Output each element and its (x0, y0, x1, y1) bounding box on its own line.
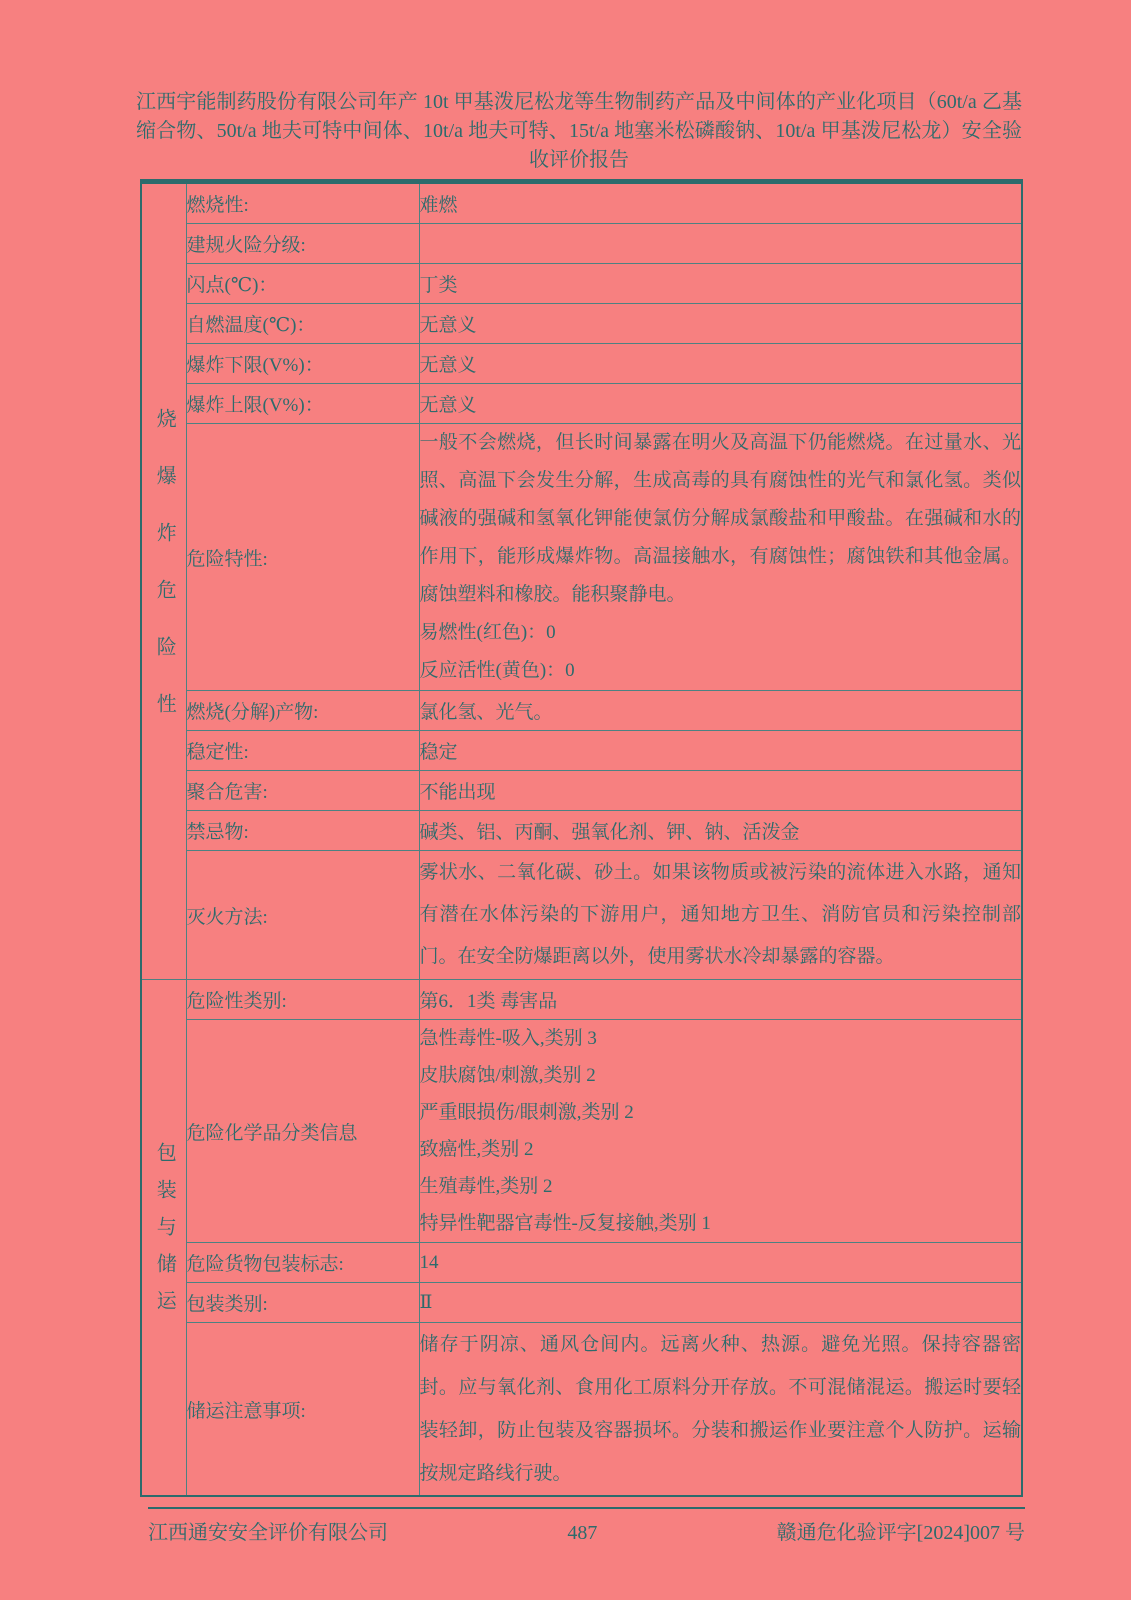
row-value: 丁类 (419, 264, 1022, 304)
section-vertical-text: 包装与储运 (153, 1142, 176, 1327)
row-label: 灭火方法: (186, 851, 419, 980)
storage-transport-notes-text: 储存于阴凉、通风仓间内。远离火种、热源。避免光照。保持容器密封。应与氧化剂、食用化工原料分开存放。不可混储混运。搬运时要轻装轻卸，防止包装及容器损坏。分装和搬运作业要注意个人防护。运输按规定路线行驶。 (419, 1334, 1021, 1484)
table-row (141, 1243, 1022, 1283)
value-line: 生殖毒性,类别 2 (419, 1176, 553, 1197)
value-line: 反应活性(黄色)：0 (419, 660, 575, 681)
table-row (141, 224, 1022, 264)
section-vertical-text: 烧爆炸危险性 (153, 407, 176, 750)
row-value (419, 424, 1022, 691)
row-value: 不能出现 (419, 771, 1022, 811)
value-line: 急性毒性-吸入,类别 3 (419, 1028, 597, 1049)
hazard-properties-table (140, 179, 1023, 1497)
row-label: 聚合危害: (186, 771, 419, 811)
value-line: 特异性靶器官毒性-反复接触,类别 1 (419, 1213, 711, 1234)
document-title: 江西宇能制药股份有限公司年产 10t 甲基泼尼松龙等生物制药产品及中间体的产业化项目（60t/a 乙基缩合物、50t/a 地夫可特中间体、10t/a 地夫可特、15t/a 地塞米松磷酸钠、10t/a 甲基泼尼松龙）安全验收评价报告 (136, 91, 1022, 171)
row-value (419, 1020, 1022, 1243)
row-value (419, 1323, 1022, 1497)
page-footer (148, 1507, 1025, 1545)
footer-page-number: 487 (567, 1522, 598, 1544)
table-row (141, 264, 1022, 304)
fire-fighting-method-text: 雾状水、二氧化碳、砂土。如果该物质或被污染的流体进入水路，通知有潜在水体污染的下游用户，通知地方卫生、消防官员和污染控制部门。在安全防爆距离以外，使用雾状水冷却暴露的容器。 (419, 862, 1021, 967)
table-row (141, 344, 1022, 384)
row-label: 禁忌物: (186, 811, 419, 851)
row-value: 氯化氢、光气。 (419, 691, 1022, 731)
row-value: 14 (419, 1243, 1022, 1283)
row-label: 包装类别: (186, 1283, 419, 1323)
section-label-combustion-explosion-hazard (141, 182, 186, 980)
value-line: 皮肤腐蚀/刺激,类别 2 (419, 1065, 596, 1086)
row-label: 燃烧性: (186, 182, 419, 224)
row-value: 无意义 (419, 344, 1022, 384)
section-label-packaging-storage (141, 980, 186, 1497)
table-row (141, 1283, 1022, 1323)
table-row (141, 304, 1022, 344)
table-row (141, 731, 1022, 771)
value-line: 易燃性(红色)：0 (419, 622, 556, 643)
row-label: 爆炸上限(V%)： (186, 384, 419, 424)
row-value: 无意义 (419, 304, 1022, 344)
value-line: 致癌性,类别 2 (419, 1139, 534, 1160)
footer-doc-number: 赣通危化验评字[2024]007 号 (776, 1522, 1025, 1544)
row-label: 燃烧(分解)产物: (186, 691, 419, 731)
row-label: 危险货物包装标志: (186, 1243, 419, 1283)
row-label: 建规火险分级: (186, 224, 419, 264)
value-line: 严重眼损伤/眼刺激,类别 2 (419, 1102, 634, 1123)
table-row (141, 384, 1022, 424)
table-row (141, 851, 1022, 980)
table-row (141, 771, 1022, 811)
table-row (141, 691, 1022, 731)
row-value: 碱类、铝、丙酮、强氧化剂、钾、钠、活泼金 (419, 811, 1022, 851)
row-value: 第6．1类 毒害品 (419, 980, 1022, 1020)
row-label: 闪点(℃)： (186, 264, 419, 304)
table-row (141, 980, 1022, 1020)
footer-company: 江西通安安全评价有限公司 (148, 1522, 388, 1544)
row-label: 危险性类别: (186, 980, 419, 1020)
row-label: 危险化学品分类信息 (186, 1020, 419, 1243)
row-value: Ⅱ (419, 1283, 1022, 1323)
table-row (141, 1323, 1022, 1497)
row-value: 无意义 (419, 384, 1022, 424)
row-label: 危险特性: (186, 424, 419, 691)
row-value (419, 851, 1022, 980)
row-value: 稳定 (419, 731, 1022, 771)
table-row (141, 811, 1022, 851)
row-label: 储运注意事项: (186, 1323, 419, 1497)
table-row (141, 182, 1022, 224)
row-label: 爆炸下限(V%)： (186, 344, 419, 384)
table-row (141, 424, 1022, 691)
row-value: 难燃 (419, 182, 1022, 224)
table-row (141, 1020, 1022, 1243)
row-label: 自燃温度(℃)： (186, 304, 419, 344)
row-label: 稳定性: (186, 731, 419, 771)
hazard-characteristics-text: 一般不会燃烧，但长时间暴露在明火及高温下仍能燃烧。在过量水、光照、高温下会发生分解，生成高毒的具有腐蚀性的光气和氯化氢。类似碱液的强碱和氢氧化钾能使氯仿分解成氯酸盐和甲酸盐。在强碱和水的作用下，能形成爆炸物。高温接触水，有腐蚀性；腐蚀铁和其他金属。腐蚀塑料和橡胶。能积聚静电。 (419, 432, 1021, 605)
row-value (419, 224, 1022, 264)
